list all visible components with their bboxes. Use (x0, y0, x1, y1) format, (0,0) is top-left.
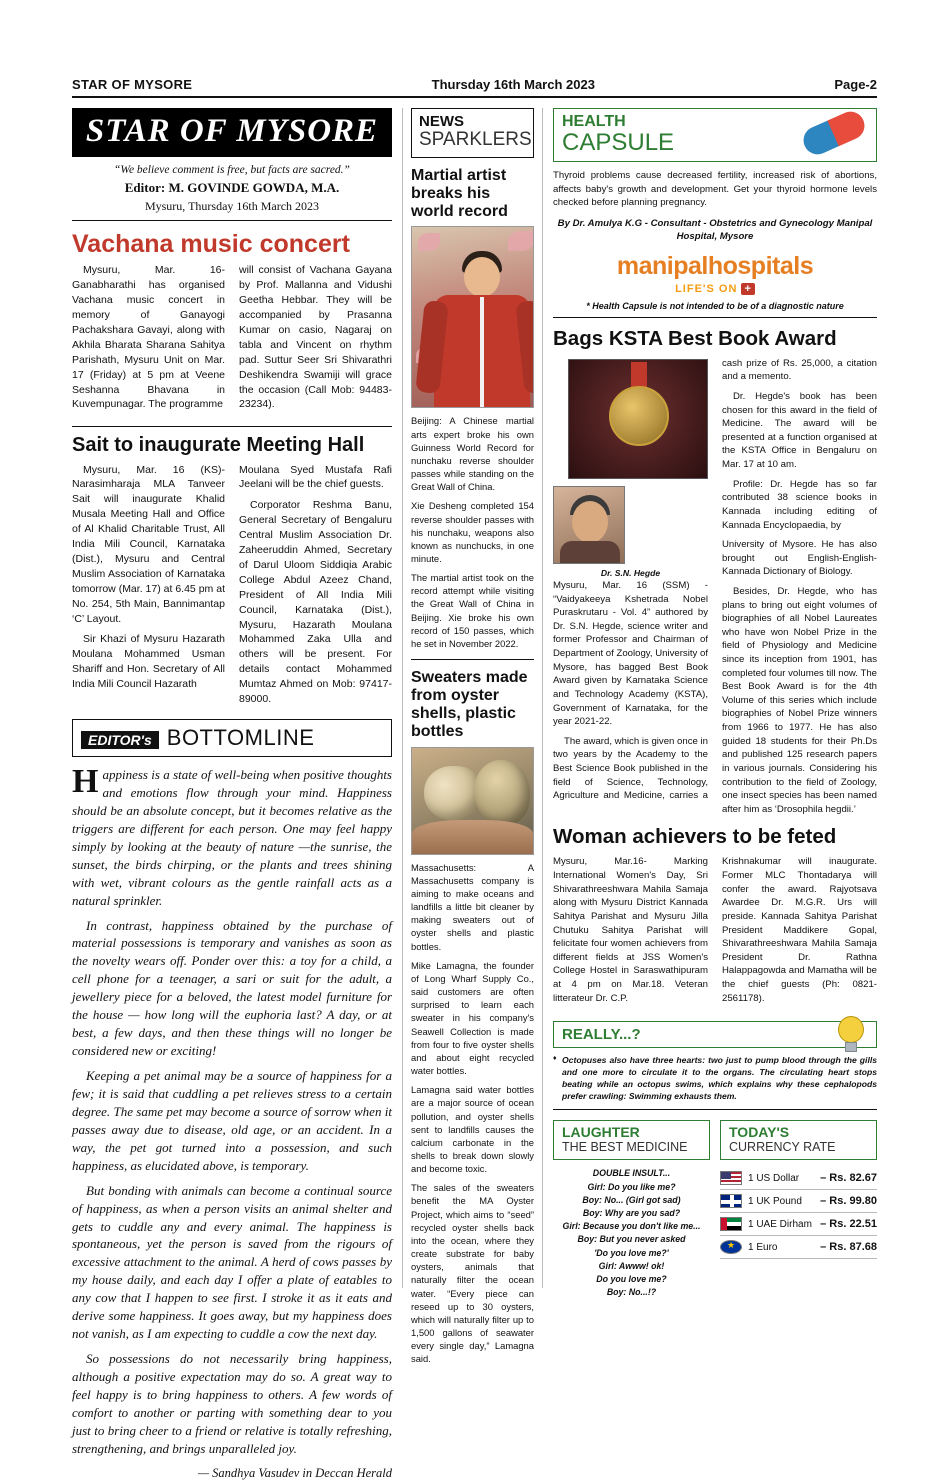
paragraph: Moulana Syed Mustafa Rafi Jeelani will be the chief guests. (239, 463, 392, 491)
headline-oyster-sweaters: Sweaters made from oyster shells, plastic bottles (411, 669, 528, 740)
joke-line: Girl: Awww! ok! (598, 1260, 665, 1271)
editors-bottomline-header (72, 719, 392, 757)
health-capsule-text: Thyroid problems cause decreased fertility, increased risk of abortions, affects baby's growth and development. Get your thyroid hormone levels checked before planning pregnancy. (553, 170, 877, 209)
portrait-shirt (560, 541, 620, 563)
article-vachana-concert (72, 263, 392, 418)
manipal-hospitals-logo (553, 252, 877, 295)
paragraph: The martial artist took on the record attempt while visiting the Great Wall of China in Beijing. Xie broke his own record of 150 passes, which he set in November 2022. (411, 572, 534, 649)
medal-disc (609, 386, 669, 446)
paragraph: The sales of the sweaters benefit the MA Oyster Project, which aims to “seed” recycled oyster shells back into the ocean, where they create substrate for baby oysters, animals that naturally filter the ocean water. “Every piece can reseed up to 30 oysters, which will naturally filter up to 1,500 gallons of seawater every single day,” Lamagna said. (411, 1182, 534, 1365)
currency-value: – Rs. 82.67 (820, 1172, 877, 1185)
laughter-section (553, 1120, 710, 1299)
lightbulb-icon (834, 1016, 868, 1056)
oyster-shell-two (474, 760, 530, 826)
edition-dateline: Mysuru, Thursday 16th March 2023 (72, 199, 392, 221)
paragraph: Profile: Dr. Hegde has so far contributed 38 science books in Kannada including editing of Kannada Encyclopaedia, by (722, 478, 877, 531)
bottomline-label: BOTTOMLINE (166, 725, 315, 750)
headline-martial-artist: Martial artist breaks his world record (411, 166, 508, 220)
star-of-mysore-logo: STAR OF MYSORE (72, 108, 392, 157)
joke-line: Girl: Do you like me? (587, 1181, 676, 1192)
currency-value: – Rs. 87.68 (820, 1241, 877, 1254)
portrait-face (572, 501, 608, 543)
currency-row (720, 1190, 877, 1213)
health-capsule-kicker: HEALTH (562, 113, 626, 130)
manipal-wordmark: manipalhospitals (616, 251, 814, 280)
manipal-badge: + (741, 283, 754, 295)
paragraph: Corporator Reshma Banu, General Secretary of Bengaluru Central Muslim Association Dr. Zaheeruddin Ahmed, Secretary of Darul Uloom Siddiqia Arabic College Abdul Azeez Chand, President of All India Mili Council, Karnataka (Dist.), Mysuru, Hazarath Moulana Mohammed Zaka Ulla and others will be present. For details contact Mohammed Mumtaz Ahmed on Mob: 97417-89000. (239, 499, 392, 706)
laughter-title: LAUGHTER (562, 1124, 640, 1141)
paragraph: Mysuru, Mar. 16- Ganabharathi has organised Vachana music concert in memory of Ganayogi Pachakshara Gavayi, along with Akhila Bharata Sharana Sahitya Parishath, Mysuru Unit on Mar. 17 (Friday) at 5 pm at Veene Seshanna Bhavana in Kuvempunagar. The programme (72, 264, 225, 411)
joke-line: Boy: No... (Girl got sad) (582, 1194, 681, 1205)
currency-name: 1 UAE Dirham (748, 1218, 812, 1230)
paragraph: In contrast, happiness obtained by the purchase of material possessions is temporary and vanishes as soon as the novelty wears off. Ponder over this: a toy for a child, a cell phone for a teenager, a sari or suit for the adult, a jewellery piece for a beloved, the latest model furniture for the house — how long will the euphoria last? A day, or at best, a few days, and then these things will no longer be considered new or exciting! (72, 917, 392, 1059)
headline-ksta-award: Bags KSTA Best Book Award (553, 326, 837, 350)
joke-line: Girl: Because you don't like me... (562, 1221, 701, 1232)
paragraph: Sir Khazi of Mysuru Hazarath Moulana Mohammed Usman Shariff and Hon. Secretary of All India Mili Council Hazarath (72, 633, 225, 691)
article-woman-achievers (553, 855, 877, 1011)
photo-martial-artist (411, 226, 534, 408)
paragraph: Besides, Dr. Hegde, who has plans to bring out eight volumes of biographies of all Nobel Laureates who have won Nobel Prize in the field of Physiology and Medicine since its inception from 1901, has completed four volumes till now. The Best Book Award is for the 4th Volume of this series which include biographies of Nobel Prize winners from 1966 to 1977. He has also guided 18 students for their Ph.Ds and published 125 research papers in various journals. Considering his contribution to the field of Zoology, one insect species has been named after him as ‘Drosophila hegdii.’ (722, 585, 877, 815)
editorial-credit: — Sandhya Vasudev in Deccan Herald (197, 1465, 392, 1480)
divider (72, 426, 392, 427)
paragraph: Mysuru, Mar. 16 (KS)- Narasimharaja MLA Tanveer Sait will inaugurate Khalid Musala Meeting Hall and Office of Al Khalid Charitable Trust, All India Mili Council, Karnataka (Dist.), Mysuru and Central Muslim Association of Karnataka tomorrow (Mar. 17) at 6.45 pm at No. 254, 5th Main, Bannimantap ‘C’ Layout. (72, 463, 225, 625)
paragraph: Lamagna said water bottles are a major source of ocean pollution, and oyster shells sent to landfills causes the calcium carbonate in the shells to break down slowly and become toxic. (411, 1084, 534, 1175)
running-head-publication: STAR OF MYSORE (72, 76, 193, 92)
currency-subtitle: CURRENCY RATE (729, 1139, 836, 1154)
currency-name: 1 US Dollar (748, 1172, 800, 1184)
currency-row (720, 1167, 877, 1190)
health-capsule-box (553, 108, 877, 162)
joke-line: Boy: But you never asked (577, 1234, 686, 1245)
currency-row (720, 1236, 877, 1259)
content-columns (72, 108, 877, 1480)
headline-meeting-hall: Sait to inaugurate Meeting Hall (72, 434, 365, 457)
headline-vachana-concert: Vachana music concert (72, 230, 350, 258)
really-header (553, 1021, 877, 1048)
uae-flag-icon (720, 1217, 742, 1231)
editor-name: Editor: M. GOVINDE GOWDA, M.A. (124, 180, 340, 195)
health-capsule-title: CAPSULE (562, 129, 675, 156)
laughter-header (553, 1120, 710, 1160)
really-fact-text: ♦ Octopuses also have three hearts: two just to pump blood through the gills and one more to circulate it to the organs. The circulating heart stops beating while an octopus swims, which explains why these cephalopods prefer crawling: Swimming exhausts them. (553, 1054, 877, 1110)
paragraph: Happiness is a state of well-being when positive thoughts and emotions flow through your mind. Happiness should be an absolute concept, but it becomes relative as the triggers are different for each person. One may feel happy simply by looking at the beauty of nature —the sunrise, the sunset, the birds chirping, or the plants and trees shining with wet, vibrant colours as the gentle rainfall acts as a natural sprinkler. (72, 763, 392, 908)
joke-text (553, 1167, 710, 1299)
article-ksta-award (553, 357, 877, 817)
drop-cap: H (72, 763, 99, 800)
photo-oyster-shells (411, 747, 534, 855)
running-head-date: Thursday 16th March 2023 (431, 76, 595, 92)
paragraph: Keeping a pet animal may be a source of happiness for a few; it is said that cuddling a pet relieves stress to a certain degree. The same pet may become a source of sorrow when it passes away due to disease, old age, or an accident. In a way, the pet got turned into a possession, and such happiness, as elucidated above, is temporary. (72, 1068, 392, 1173)
currency-name: 1 UK Pound (748, 1195, 802, 1207)
paragraph: Dr. Hegde's book has been chosen for this award in the field of Medicine. The award will be presented at a function organised at the KSTA Office in Bengaluru on Mar. 17 at 10 am. (722, 391, 877, 471)
news-sparklers-kicker: NEWS (419, 113, 464, 130)
paragraph: Massachusetts: A Massachusetts company is aiming to make oceans and landfills a little bit cleaner by making sweaters out of oyster shells and plastic bottles. (411, 861, 534, 952)
laughter-subtitle: THE BEST MEDICINE (562, 1139, 688, 1154)
paragraph: Beijing: A Chinese martial arts expert broke his own Guinness World Record for nunchaku reverse shoulder passes while standing on the Great Wall of China. (411, 415, 534, 493)
news-sparklers-title: SPARKLERS (419, 128, 532, 150)
article-oyster-sweaters (411, 861, 534, 1366)
paragraph: will consist of Vachana Gayana by Prof. Mallanna and Vidushi Geetha Hebbar. They will be accompanied by Prasanna Kumar on casio, Nagaraj on tabla and Vincent on rhythm pad. Suttur Seer Sri Shivarathri Deshikendra Swamiji will grace the occasion (Call Mob: 94483-23234). (239, 264, 392, 411)
joke-line: DOUBLE INSULT... (592, 1168, 671, 1179)
portrait-dr-sn-hegde (553, 486, 625, 564)
paragraph: University of Mysore. He has also brought out English-English-Kannada Dictionary of Biology. (722, 539, 877, 578)
health-capsule-byline: By Dr. Amulya K.G - Consultant - Obstetrics and Gynecology Manipal Hospital, Mysore (557, 217, 873, 242)
photo-figure-zipper (480, 297, 484, 407)
paragraph: The award, which is given once in two years by the Academy to the Best Science Book published in the field of Science, Technology, Agriculture and Medicine, carries a cash prize of Rs. 25,000, a citation and a memento. (553, 357, 877, 802)
decorative-leaf (418, 233, 440, 251)
euro-flag-icon (720, 1240, 742, 1254)
currency-title: TODAY'S (729, 1124, 790, 1141)
decorative-leaf (508, 231, 534, 251)
manipal-tagline: LIFE'S ON + (553, 283, 877, 295)
article-meeting-hall (72, 463, 392, 708)
lightbulb-base (845, 1042, 857, 1052)
currency-row (720, 1213, 877, 1236)
paragraph: Mysuru, Mar. 16 (SSM) - “Vaidyakeeya Kshetrada Nobel Puraskrutaru - Vol. 4” authored by Dr. S.N. Hegde, science writer and former Professor and Chairman of Department of Zoology, University of Mysore, has bagged Best Book Award given by Karnataka Science and Technology Academy (KSTA), Government of Karnataka, for the year 2021-22. (553, 580, 708, 728)
paragraph: So possessions do not necessarily bring happiness, although a positive expectation may do so. A great way to feel happy is to bring happiness to others. A few words of comfort to another or parting with something dear to you just to bring cheer to a friend or relative is totally refreshing, strengthening, and brings unparalleled joy. (72, 1351, 392, 1456)
really-title: REALLY...? (562, 1026, 641, 1044)
currency-name: 1 Euro (748, 1241, 778, 1253)
currency-value: – Rs. 99.80 (820, 1195, 877, 1208)
running-head (72, 72, 877, 98)
paragraph: Mike Lamagna, the founder of Long Wharf Supply Co., said customers are often surprised to learn each sweater in his company's Seawell Collection is made from four to five oyster shells and about eight recycled water bottles. (411, 959, 534, 1077)
joke-line: Do you love me? (596, 1273, 667, 1284)
photo-award-medal (568, 359, 708, 479)
paragraph: Xie Desheng completed 154 reverse shoulder passes with his nunchaku, weapons also known as nunchucks, in one minute. (411, 500, 534, 564)
photo-figure-head (464, 257, 500, 297)
paragraph: Mysuru, Mar.16- Marking International Women's Day, Sri Shivarathreeshwara Mahila Samaja along with Mysuru District Kannada Sahitya Parishat and Mysuru Jilla Chutuku Sahitya Parishat will felicitate four women achievers from different fields at JSS Women's College Hostel in Saraswathipuram at 4 pm on Mar.18. Veteran litterateur Dr. C.P. (553, 856, 708, 1004)
lightbulb-glass (838, 1016, 864, 1043)
editors-label: EDITOR's (81, 731, 159, 749)
column-two (402, 108, 542, 1365)
portrait-caption: Dr. S.N. Hegde (600, 567, 661, 578)
currency-table (720, 1167, 877, 1259)
editorial-bottomline-text (72, 763, 392, 1482)
photo-hand (412, 820, 533, 854)
paragraph: But bonding with animals can become a continual source of happiness, as when a person visits an animal shelter and gets to cuddle any and every animal. The happiness is spontaneous, yet the person is saved from the rigours of excessive attachment to the animal. A herd of cows passes by my house daily, and each day I offer a plate of eatables to any cow that I happen to see first. I stroke it as it eats and derive some happiness. It goes away, but my happiness does not vanish, as I am expecting to cuddle a cow the next day. (72, 1182, 392, 1342)
currency-header (720, 1120, 877, 1160)
paragraph: Krishnakumar will inaugurate. Former MLC Thontadarya will confer the award. Rajyotsava Awardee Dr. M.G.R. Urs will preside. Kannada Sahitya Parishat President Maddikere Gopal, Shivarathreeshwara Mahila Samaja President Dr. Rathna Halappagowda and Mamatha will be the chief guests (Ph: 0821- 2561178). (722, 856, 877, 1004)
column-three (542, 108, 877, 1298)
bottom-boxes-row (553, 1120, 877, 1299)
headline-woman-achievers: Woman achievers to be feted (553, 825, 837, 849)
currency-value: – Rs. 22.51 (820, 1218, 877, 1231)
joke-line: Boy: Why are you sad? (582, 1207, 681, 1218)
masthead-motto: “We believe comment is free, but facts are sacred.” (114, 164, 350, 176)
divider (411, 659, 534, 660)
health-capsule-disclaimer: * Health Capsule is not intended to be of a diagnostic nature (553, 301, 877, 318)
news-sparklers-header (411, 108, 534, 158)
uk-flag-icon (720, 1194, 742, 1208)
running-head-page-number: Page-2 (834, 76, 877, 92)
us-flag-icon (720, 1171, 742, 1185)
column-one (72, 108, 402, 1480)
article-martial-artist (411, 414, 534, 650)
joke-line: 'Do you love me?' (594, 1247, 669, 1258)
joke-line: Boy: No...!? (606, 1287, 657, 1298)
currency-section (720, 1120, 877, 1299)
